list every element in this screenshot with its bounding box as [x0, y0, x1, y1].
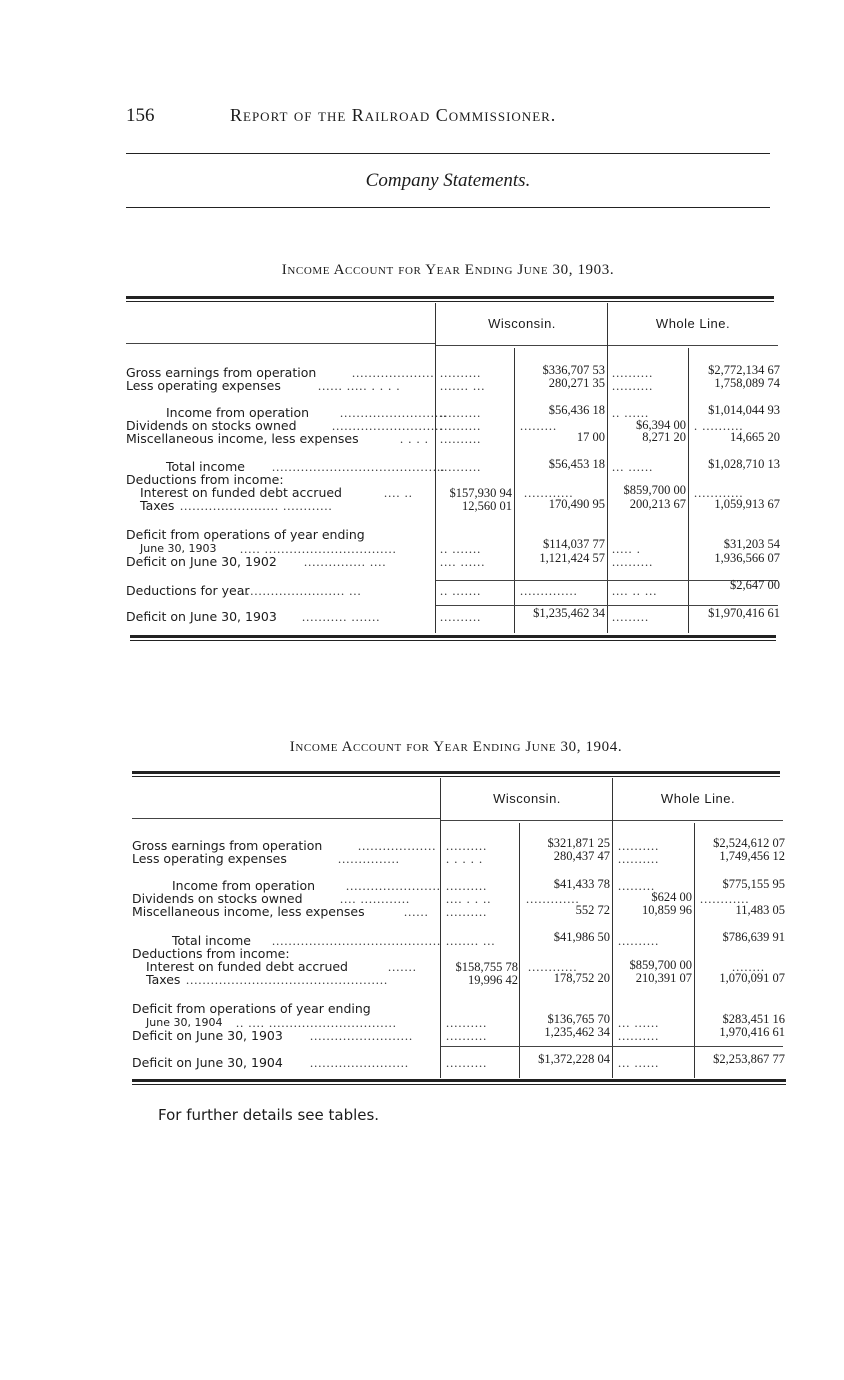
cell-misc-wl-a: 8,271 20: [642, 430, 686, 444]
row-deductions-for-year: Deductions for year: [126, 583, 250, 598]
cell-taxes-w: 170,490 95: [548, 497, 605, 511]
cell-deductions-year-wl: $2,647 00: [730, 578, 780, 592]
cell-opexp-wl: 1,758,089 74: [714, 376, 780, 390]
cell-gross-wl: $2,772,134 67: [708, 363, 780, 377]
cell-taxes-w: 178,752 20: [553, 971, 610, 985]
row-deductions-heading: Deductions from income:: [132, 946, 290, 961]
footnote: For further details see tables.: [158, 1106, 380, 1124]
row-taxes: Taxes: [146, 972, 181, 987]
cell-misc-w: 17 00: [576, 430, 605, 444]
row-total-income: Total income: [172, 933, 251, 948]
row-misc-income: Miscellaneous income, less expenses: [126, 431, 359, 446]
row-dividends: Dividends on stocks owned: [132, 891, 303, 906]
col-head-whole-line: Whole Line.: [660, 791, 736, 806]
cell-taxes-wl-a: 210,391 07: [635, 971, 692, 985]
table-bottom-rule: [132, 1079, 786, 1085]
cell-misc-w: 552 72: [575, 903, 610, 917]
table-title-1903: Income Account for Year Ending June 30, 1903.: [281, 262, 615, 278]
row-operating-expenses: Less operating expenses: [132, 851, 287, 866]
cell-gross-w: $321,871 25: [547, 836, 610, 850]
cell-misc-wl: 14,665 20: [730, 430, 780, 444]
cell-dividends-wl-a: $624 00: [651, 890, 692, 904]
cell-deficit-end-w: $1,372,228 04: [538, 1052, 610, 1066]
cell-total-wl: $786,639 91: [722, 930, 785, 944]
row-income-from-operation: Income from operation: [166, 405, 310, 420]
table-top-rule: [126, 296, 774, 302]
row-deficit-previous: Deficit on June 30, 1903: [132, 1028, 283, 1043]
table-top-rule: [132, 771, 780, 777]
row-income-from-operation: Income from operation: [172, 878, 316, 893]
row-deficit-previous: Deficit on June 30, 1902: [126, 554, 277, 569]
row-gross-earnings: Gross earnings from operation: [126, 365, 317, 380]
row-deficit-operations: Deficit from operations of year ending: [132, 1001, 371, 1016]
row-misc-income: Miscellaneous income, less expenses: [132, 904, 365, 919]
cell-inc-op-wl: $775,155 95: [722, 877, 785, 891]
cell-inc-op-w: $56,436 18: [548, 403, 605, 417]
row-taxes: Taxes: [140, 498, 175, 513]
row-deficit-operations-date: June 30, 1904: [146, 1016, 223, 1029]
section-rule: [126, 207, 770, 208]
col-head-wisconsin: Wisconsin.: [488, 316, 556, 331]
row-deficit-end: Deficit on June 30, 1904: [132, 1055, 283, 1070]
cell-interest-wl-a: $859,700 00: [623, 483, 686, 497]
row-operating-expenses: Less operating expenses: [126, 378, 281, 393]
cell-interest-w-a: $158,755 78: [455, 960, 518, 974]
row-dividends: Dividends on stocks owned: [126, 418, 297, 433]
row-deductions-heading: Deductions from income:: [126, 472, 284, 487]
cell-deficit-prev-wl: 1,936,566 07: [714, 551, 780, 565]
cell-total-wl: $1,028,710 13: [708, 457, 780, 471]
row-deficit-operations-date: June 30, 1903: [140, 542, 217, 555]
table-bottom-rule: [130, 635, 776, 641]
row-total-income: Total income: [166, 459, 245, 474]
row-interest: Interest on funded debt accrued: [146, 959, 348, 974]
cell-deficit-prev-w: 1,235,462 34: [544, 1025, 610, 1039]
running-title: Report of the Railroad Commissioner.: [230, 105, 557, 125]
row-interest: Interest on funded debt accrued: [140, 485, 342, 500]
cell-dividends-wl-a: $6,394 00: [636, 418, 686, 432]
table-title-1904: Income Account for Year Ending June 30, 1904.: [289, 739, 623, 755]
cell-deficit-end-w: $1,235,462 34: [533, 606, 605, 620]
cell-inc-op-w: $41,433 78: [553, 877, 610, 891]
cell-taxes-wl: 1,059,913 67: [714, 497, 780, 511]
section-title: Company Statements.: [365, 170, 531, 191]
cell-deficit-prev-wl: 1,970,416 61: [719, 1025, 785, 1039]
cell-deficit-ops-wl: $283,451 16: [722, 1012, 785, 1026]
row-gross-earnings: Gross earnings from operation: [132, 838, 323, 853]
cell-inc-op-wl: $1,014,044 93: [708, 403, 780, 417]
cell-misc-wl-a: 10,859 96: [642, 903, 692, 917]
cell-deficit-ops-w: $114,037 77: [542, 537, 605, 551]
cell-interest-wl-a: $859,700 00: [629, 958, 692, 972]
cell-gross-wl: $2,524,612 07: [713, 836, 785, 850]
cell-opexp-wl: 1,749,456 12: [719, 849, 785, 863]
row-deficit-operations: Deficit from operations of year ending: [126, 527, 365, 542]
cell-total-w: $41,986 50: [553, 930, 610, 944]
header-rule: [126, 153, 770, 154]
cell-deficit-end-wl: $2,253,867 77: [713, 1052, 785, 1066]
cell-deficit-ops-w: $136,765 70: [547, 1012, 610, 1026]
cell-gross-w: $336,707 53: [542, 363, 605, 377]
col-head-whole-line: Whole Line.: [655, 316, 731, 331]
cell-deficit-end-wl: $1,970,416 61: [708, 606, 780, 620]
cell-opexp-w: 280,437 47: [553, 849, 610, 863]
cell-total-w: $56,453 18: [548, 457, 605, 471]
cell-interest-w-a: $157,930 94: [449, 486, 512, 500]
cell-taxes-wl: 1,070,091 07: [719, 971, 785, 985]
col-head-wisconsin: Wisconsin.: [493, 791, 561, 806]
cell-taxes-w-a: 19,996 42: [468, 973, 518, 987]
cell-deficit-prev-w: 1,121,424 57: [539, 551, 605, 565]
cell-taxes-w-a: 12,560 01: [462, 499, 512, 513]
cell-misc-wl: 11,483 05: [735, 903, 785, 917]
cell-deficit-ops-wl: $31,203 54: [723, 537, 780, 551]
cell-opexp-w: 280,271 35: [548, 376, 605, 390]
row-deficit-end: Deficit on June 30, 1903: [126, 609, 277, 624]
page-number: 156: [126, 105, 155, 126]
cell-taxes-wl-a: 200,213 67: [629, 497, 686, 511]
